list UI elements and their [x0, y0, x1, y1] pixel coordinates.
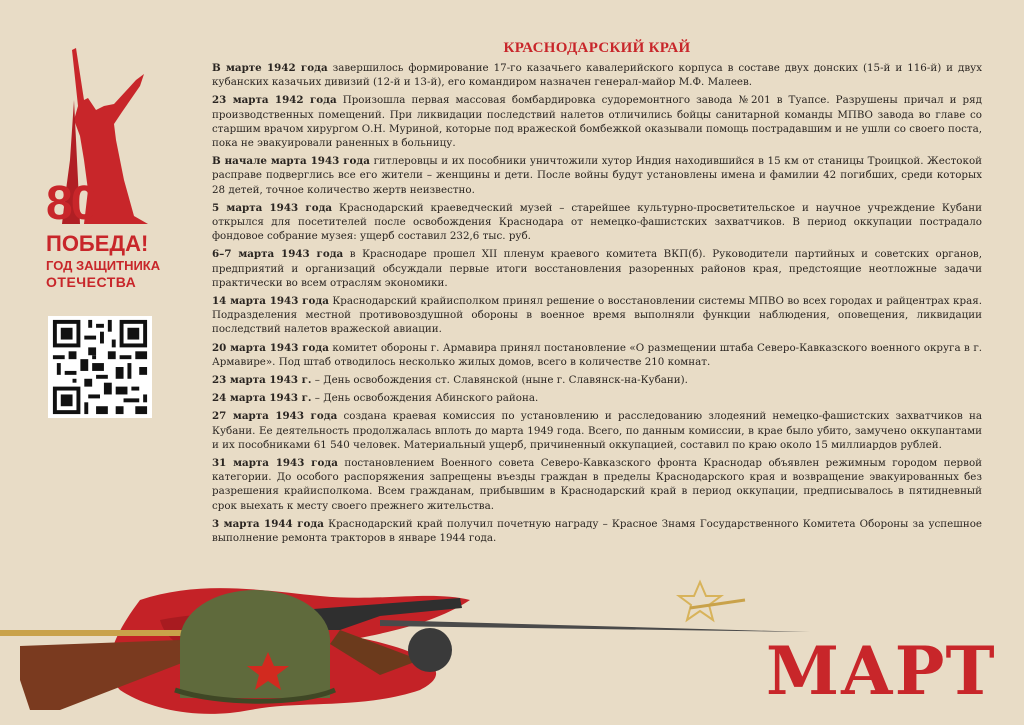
- entry-7: 23 марта 1943 г. – День освобождения ст. Славянской (ныне г. Славянск-на-Кубани).: [212, 374, 688, 387]
- entry-3: 5 марта 1943 года Краснодарский краеведческий музей – старейшее культурно-просветительское и научное учреждение Кубани открылся для посетителей после освобождения Краснодара от немецко-фашистских захватчиков. В период оккупации пострадало фондовое собрание музея: ущерб составил 232,6 тыс. руб.: [212, 201, 982, 243]
- entry-2: В начале марта 1943 года гитлеровцы и их пособники уничтожили хутор Индия находившийся в 15 км от станицы Троицкой. Жестокой расправе подверглись все его жители – женщины и дети. После войны будут установлены имена и фамилии 42 погибших, среди которых 28 детей, точное количество жертв неизвестно.: [212, 155, 983, 196]
- qr-code[interactable]: [48, 316, 152, 418]
- entry-4: 6–7 марта 1943 года в Краснодаре прошел XII пленум краевого комитета ВКП(б). Руководители партийных и советских органов, предприятий и организаций обсуждали первые итоги восстановления разоренных районов края, предстоящие неотложные задачи практически во всем отраслям экономики.: [212, 248, 982, 289]
- month-title: МАРТ: [766, 632, 996, 710]
- entry-1: 23 марта 1942 года Произошла первая массовая бомбардировка судоремонтного завода №201 в Туапсе. Разрушены причал и ряд производственных помещений. При ликвидации последствий налетов отличились бойцы санитарной команды МПВО завода во главе со старшим врачом хирургом О.Н. Муриной, которые под вражеской бомбежкой оказывали помощь пострадавшим и не ушли со своего поста, пока не эвакуировали раненных в больницу.: [212, 94, 982, 150]
- entry-10: 31 марта 1943 года постановлением Военного совета Северо-Кавказского фронта Краснодар объявлен режимным городом первой категории. До особого распоряжения запрещены въезды граждан в пределы Краснодарского края и возвращение эвакуированных без разрешения крайисполкома. Всем гражданам, прибывшим в Краснодарский край в период оккупации, предписывалось в пятидневный срок выехать к месту своего прежнего жительства.: [212, 457, 983, 512]
- star-emblem: [679, 582, 721, 620]
- bayonet: [380, 620, 810, 632]
- main-content: [212, 40, 982, 549]
- page-title: КРАСНОДАРСКИЙ КРАЙ: [503, 40, 691, 56]
- logo-number: 80: [46, 177, 96, 230]
- entry-5: 14 марта 1943 года Краснодарский крайисполком принял решение о восстановлении системы МПВО во всех городах и райцентрах края. Подразделения местной противовоздушной обороны в военное время выполняли функции наблюдения, оповещения, ликвидации последствий налетов вражеской авиации.: [212, 295, 982, 336]
- entry-11: 3 марта 1944 года Краснодарский край получил почетную награду – Красное Знамя Государственного Комитета Обороны за успешное выполнение ремонта тракторов в январе 1944 года.: [212, 517, 982, 545]
- entry-0: В марте 1942 года завершилось формирование 17-го казачьего кавалерийского корпуса в составе двух донских (15-й и 116-й) и двух кубанских казачьих дивизий (12-й и 13-й), его командиром назначен генерал-майор М.Ф. Малеев.: [212, 62, 982, 89]
- war-memorabilia-illustration: [0, 560, 820, 725]
- logo-pobeda: ПОБЕДА!: [46, 231, 149, 256]
- entry-9: 27 марта 1943 года создана краевая комиссия по установлению и расследованию злодеяний немецко-фашистских захватчиков на Кубани. Ее деятельность продолжалась вплоть до марта 1949 года. Всего, по данным комиссии, в крае было убито, замучено оккупантами и их пособниками 61 540 человек. Материальный ущерб, причиненный оккупацией, составил по краю около 15 миллиардов рублей.: [212, 410, 983, 451]
- logo-god-zashchitnika: ГОД ЗАЩИТНИКА: [46, 258, 161, 273]
- entry-6: 20 марта 1943 года комитет обороны г. Армавира принял постановление «О размещении штаба Северо-Кавказского военного округа в г. Армавире». Под штаб отводилось несколько жилых домов, всего в количестве 210 комнат.: [212, 341, 982, 368]
- banner-pole: [0, 630, 190, 636]
- logo-otechestva: ОТЕЧЕСТВА: [46, 274, 137, 290]
- entry-8: 24 марта 1943 г. – День освобождения Абинского района.: [212, 392, 539, 405]
